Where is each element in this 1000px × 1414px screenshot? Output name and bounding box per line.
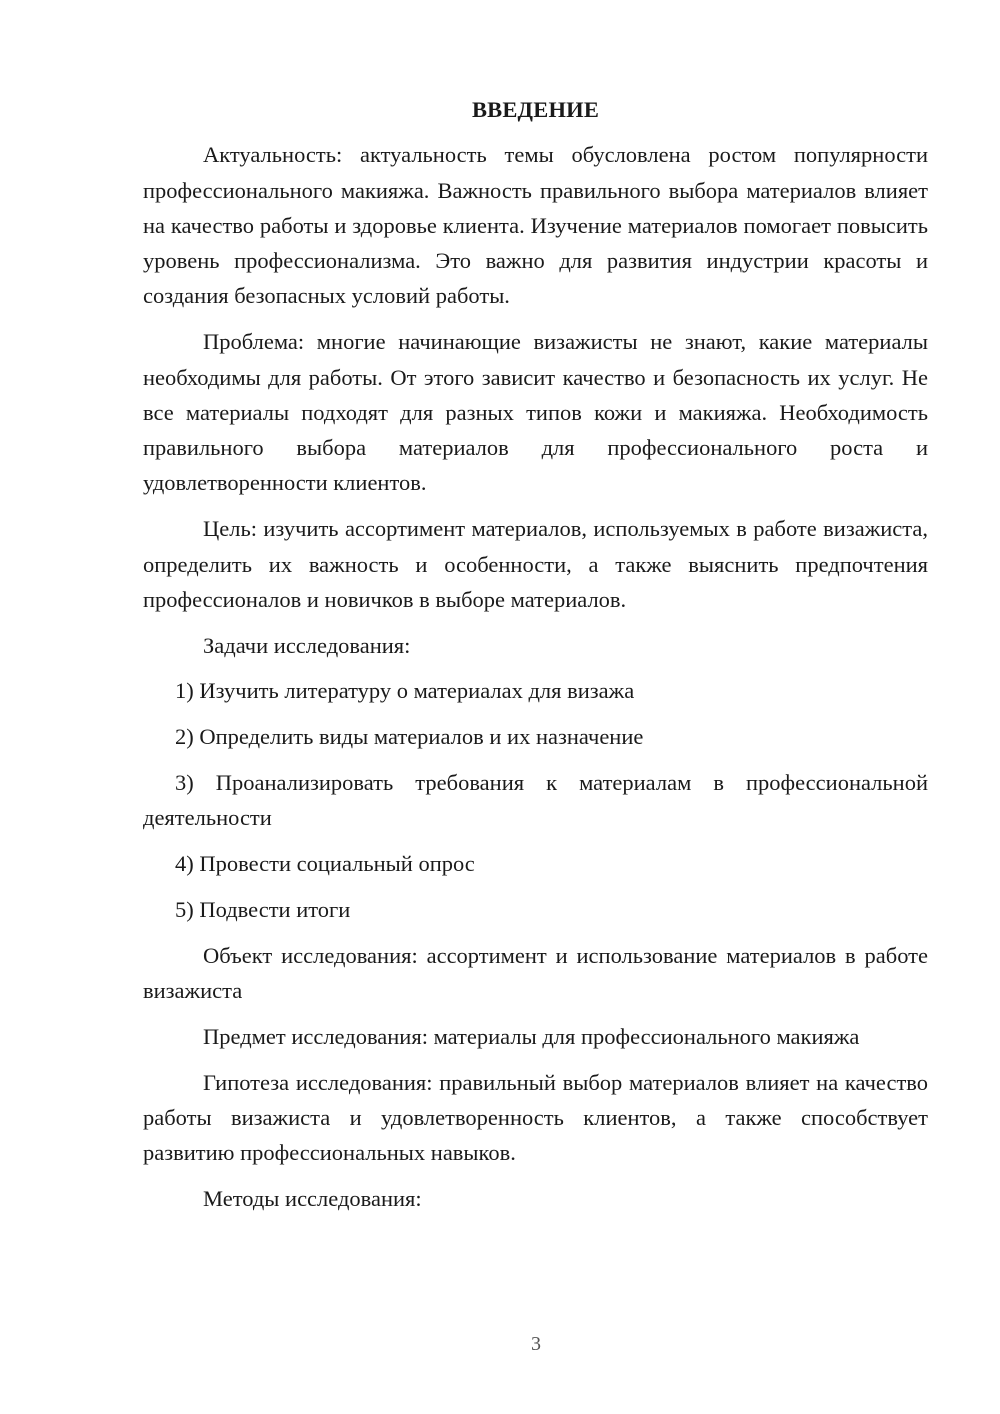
- task-item-3: 3) Проанализировать требования к материалам в профессиональной деятельности: [143, 770, 928, 831]
- task-item-4: 4) Провести социальный опрос: [175, 851, 475, 877]
- goal-paragraph: Цель: изучить ассортимент материалов, используемых в работе визажиста, определить их важность и особенности, а также выяснить предпочтения профессионалов и новичков в выборе материалов.: [143, 516, 928, 612]
- research-subject-paragraph: Предмет исследования: материалы для профессионального макияжа: [203, 1023, 860, 1049]
- task-item-2: 2) Определить виды материалов и их назначение: [175, 724, 644, 750]
- problem-paragraph: Проблема: многие начинающие визажисты не знают, какие материалы необходимы для работы. От этого зависит качество и безопасность их услуг. Не все материалы подходят для разных типов кожи и макияжа. Необходимость правильного выбора материалов для профессионального роста и удовлетворенности клиентов.: [143, 329, 928, 496]
- tasks-heading: Задачи исследования:: [203, 632, 411, 658]
- research-object-paragraph: Объект исследования: ассортимент и использование материалов в работе визажиста: [143, 942, 928, 1004]
- page-content: [143, 92, 928, 1227]
- section-title: ВВЕДЕНИЕ: [471, 97, 600, 122]
- task-item-1: 1) Изучить литературу о материалах для визажа: [175, 678, 635, 704]
- task-item-5: 5) Подвести итоги: [175, 896, 351, 922]
- hypothesis-paragraph: Гипотеза исследования: правильный выбор материалов влияет на качество работы визажиста и удовлетворенность клиентов, а также способствует развитию профессиональных навыков.: [143, 1069, 928, 1166]
- relevance-paragraph: Актуальность: актуальность темы обусловлена ростом популярности профессионального макияжа. Важность правильного выбора материалов влияет на качество работы и здоровье клиента. Изучение материалов помогает повысить уровень профессионализма. Это важно для развития индустрии красоты и создания безопасных условий работы.: [143, 142, 928, 309]
- page-number: 3: [531, 1333, 541, 1355]
- methods-heading: Методы исследования:: [203, 1186, 422, 1212]
